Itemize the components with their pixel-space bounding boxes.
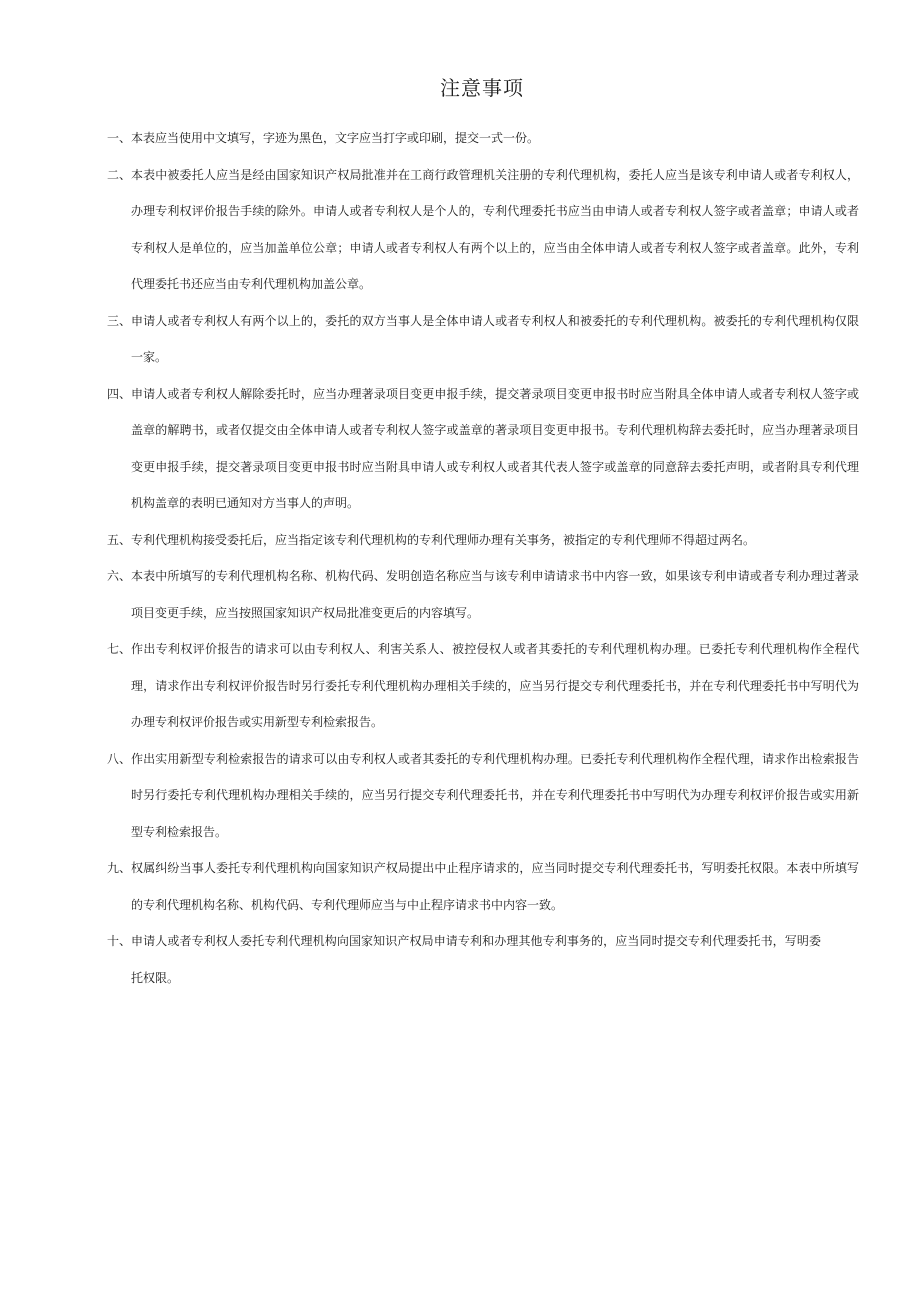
note-text: 申请人或者专利权人委托专利代理机构向国家知识产权局申请专利和办理其他专利事务的，应当同时提交专利代理委托书，写明委托权限。 (131, 934, 822, 985)
note-number: 四、 (107, 386, 132, 401)
note-item (107, 120, 859, 157)
note-item (107, 303, 859, 376)
page-title: 注意事项 (440, 76, 524, 100)
notes-list (107, 120, 859, 996)
note-item (107, 923, 859, 996)
note-number: 八、 (107, 751, 132, 766)
note-text: 作出专利权评价报告的请求可以由专利权人、利害关系人、被控侵权人或者其委托的专利代理机构办理。已委托专利代理机构作全程代理，请求作出专利权评价报告时另行委托专利代理机构办理相关手续的，应当另行提交专利代理委托书，并在专利代理委托书中写明代为办理专利权评价报告或实用新型专利检索报告。 (131, 642, 859, 729)
note-item (107, 741, 859, 851)
note-text: 申请人或者专利权人有两个以上的，委托的双方当事人是全体申请人或者专利权人和被委托的专利代理机构。被委托的专利代理机构仅限一家。 (131, 313, 859, 364)
note-item (107, 376, 859, 522)
note-number: 六、 (107, 569, 132, 583)
note-item (107, 850, 859, 923)
note-text: 专利代理机构接受委托后，应当指定该专利代理机构的专利代理师办理有关事务，被指定的专利代理师不得超过两名。 (131, 532, 756, 547)
note-number: 一、 (107, 131, 132, 145)
note-item (107, 522, 859, 559)
note-text: 本表应当使用中文填写，字迹为黑色，文字应当打字或印刷，提交一式一份。 (131, 131, 540, 145)
note-item (107, 558, 859, 631)
note-text: 申请人或者专利权人解除委托时，应当办理著录项目变更申报手续，提交著录项目变更申报书时应当附具全体申请人或者专利权人签字或盖章的解聘书，或者仅提交由全体申请人或者专利权人签字或盖章的著录项目变更申报书。专利代理机构辞去委托时，应当办理著录项目变更申报手续，提交著录项目变更申报书时应当附具申请人或专利权人或者其代表人签字或盖章的同意辞去委托声明，或者附具专利代理机构盖章的表明已通知对方当事人的声明。 (131, 386, 859, 510)
note-number: 十、 (107, 934, 132, 948)
note-item (107, 157, 859, 303)
note-text: 本表中被委托人应当是经由国家知识产权局批准并在工商行政管理机关注册的专利代理机构，委托人应当是该专利申请人或者专利权人，办理专利权评价报告手续的除外。申请人或者专利权人是个人的，专利代理委托书应当由申请人或者专利权人签字或者盖章；申请人或者专利权人是单位的，应当加盖单位公章；申请人或者专利权人有两个以上的，应当由全体申请人或者专利权人签字或者盖章。此外，专利代理委托书还应当由专利代理机构加盖公章。 (131, 167, 859, 291)
note-number: 九、 (107, 861, 132, 875)
note-number: 三、 (107, 313, 132, 328)
note-number: 二、 (107, 167, 132, 182)
note-text: 作出实用新型专利检索报告的请求可以由专利权人或者其委托的专利代理机构办理。已委托专利代理机构作全程代理，请求作出检索报告时另行委托专利代理机构办理相关手续的，应当另行提交专利代理委托书，并在专利代理委托书中写明代为办理专利权评价报告或实用新型专利检索报告。 (131, 751, 859, 839)
note-text: 本表中所填写的专利代理机构名称、机构代码、发明创造名称应当与该专利申请请求书中内容一致，如果该专利申请或者专利办理过著录项目变更手续，应当按照国家知识产权局批准变更后的内容填写。 (131, 569, 859, 620)
note-text: 权属纠纷当事人委托专利代理机构向国家知识产权局提出中止程序请求的，应当同时提交专利代理委托书，写明委托权限。本表中所填写的专利代理机构名称、机构代码、专利代理师应当与中止程序请求书中内容一致。 (131, 861, 859, 912)
note-number: 五、 (107, 532, 132, 547)
note-number: 七、 (107, 642, 132, 656)
note-item (107, 631, 859, 741)
